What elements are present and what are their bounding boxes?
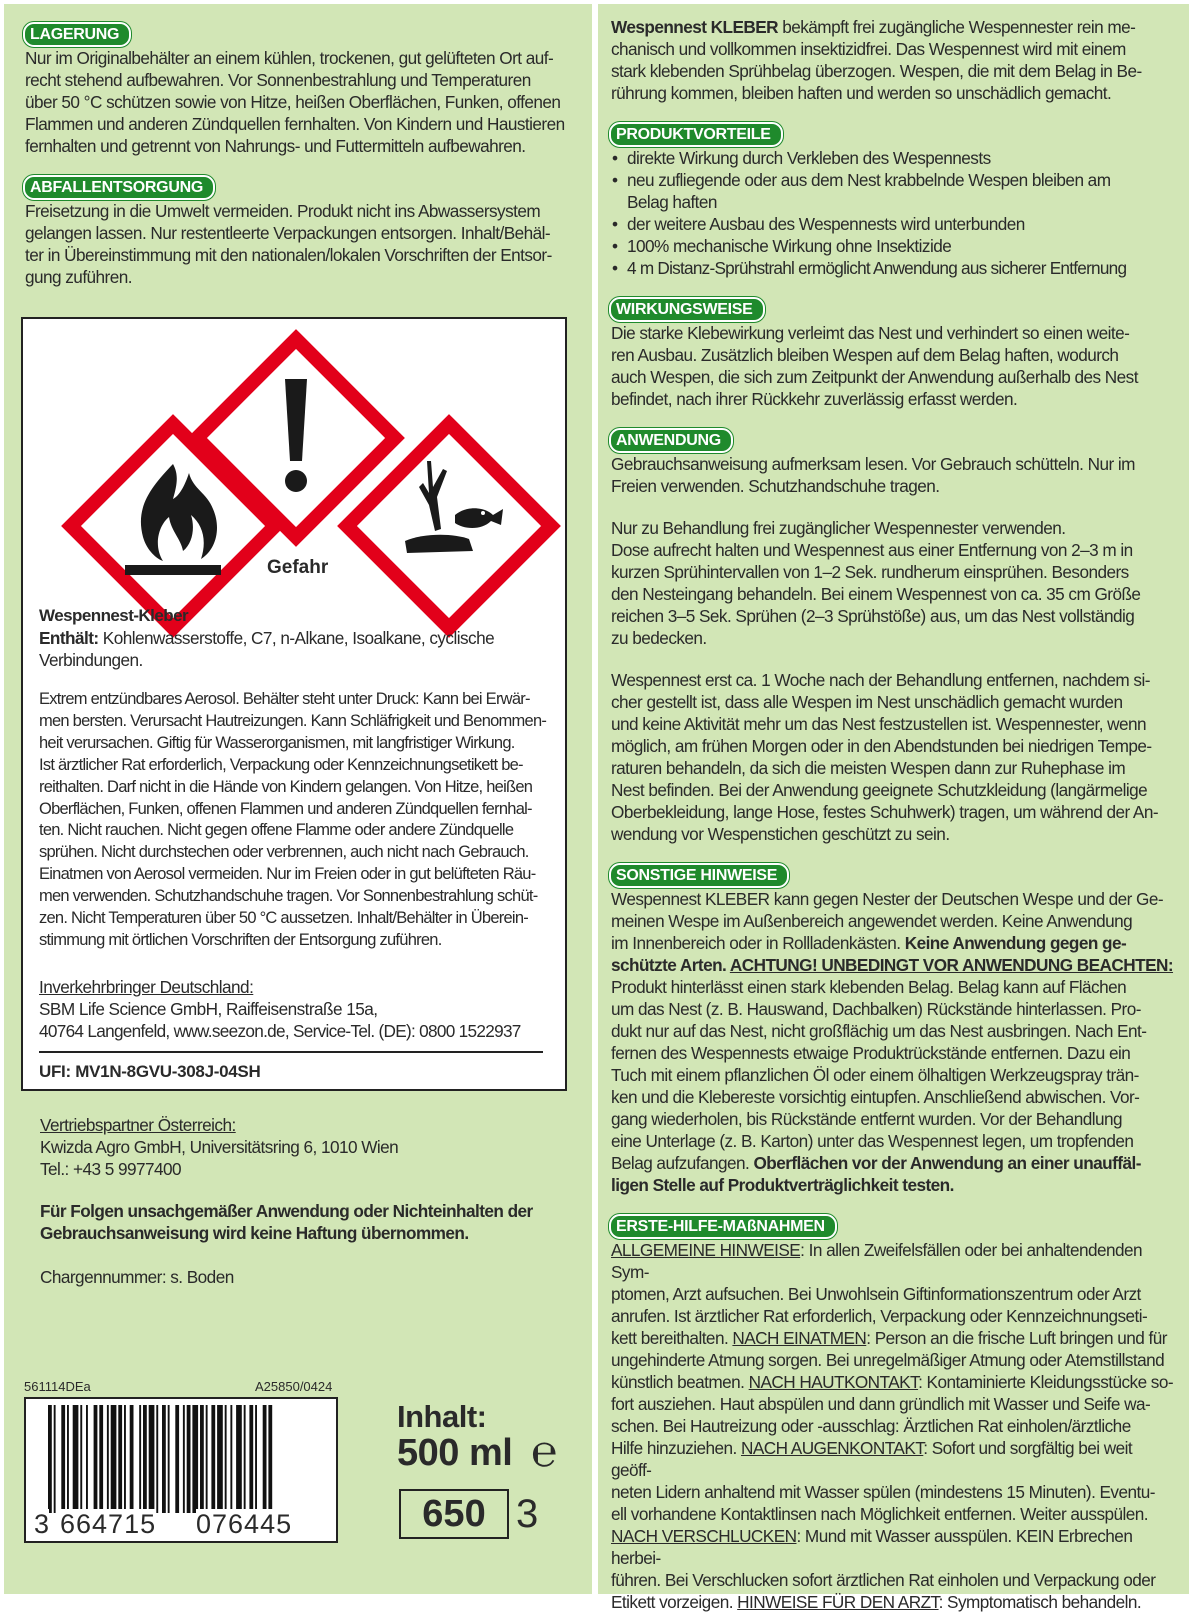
- liability-line: Gebrauchsanweisung wird keine Haftung übernommen.: [40, 1223, 469, 1243]
- intro-line: rührung kommen, bleiben haften und werden so unschädlich gemacht.: [611, 83, 1112, 103]
- text-line: recht stehend aufbewahren. Vor Sonnenbestrahlung und Temperaturen: [25, 70, 531, 90]
- text-line: reichen 3–5 Sek. Sprühen (2–3 Sprühstöße) aus, um das Nest vollständig: [611, 606, 1135, 626]
- first-aid-subheading: NACH EINATMEN: [732, 1328, 867, 1348]
- first-aid-subheading: NACH VERSCHLUCKEN: [611, 1526, 797, 1546]
- product-composition: [39, 605, 559, 671]
- advantage-item-cont: Belag haften: [627, 192, 717, 212]
- text-line: [611, 1239, 1175, 1283]
- text-line: fort ausziehen. Haut abspülen und dann gründlich mit Wasser und Seife wa-: [611, 1394, 1151, 1414]
- contains-label: Enthält:: [39, 628, 99, 648]
- statement-line: men verwenden. Schutzhandschuhe tragen. Vor Sonnenbestrahlung schüt-: [39, 887, 538, 906]
- text-line: neten Lidern anhaltend mit Wasser spülen (mindestens 15 Minuten). Eventu-: [611, 1482, 1155, 1502]
- text-span: Etikett vorzeigen.: [611, 1592, 738, 1612]
- statement-line: zen. Nicht Temperaturen über 50 °C aussetzen. Inhalt/Behälter in Überein-: [39, 909, 529, 928]
- text-line: Tuch mit einem pflanzlichen Öl oder einem ölhaltigen Werkzeugspray trän-: [611, 1065, 1139, 1085]
- liability-note: [40, 1200, 580, 1244]
- barcode-bar: [268, 1405, 272, 1513]
- text-line: schen. Bei Hautreizung oder -ausschlag: Ärztlichen Rat einholen/ärztliche: [611, 1416, 1131, 1436]
- brand-name: Wespennest KLEBER: [611, 17, 779, 37]
- content-value: 500 ml: [397, 1432, 513, 1474]
- advantage-item: • 100% mechanische Wirkung ohne Insektizide: [611, 235, 1175, 257]
- statement-line: reithalten. Darf nicht in die Hände von Kindern gelangen. Von Hitze, heißen: [39, 777, 533, 796]
- text-line: eine Unterlage (z. B. Karton) unter das Wespennest legen, um tropfenden: [611, 1131, 1134, 1151]
- text-line: und keine Aktivität mehr um das Nest festzustellen ist. Wespennester, wenn: [611, 714, 1147, 734]
- text-line: Freisetzung in die Umwelt vermeiden. Produkt nicht ins Abwassersystem: [25, 201, 541, 221]
- barcode-bar: [263, 1405, 267, 1513]
- text-span: kett bereithalten.: [611, 1328, 733, 1348]
- text-line: ungehinderte Atmung sorgen. Bei unregelmäßiger Atmung oder Atemstillstand: [611, 1350, 1165, 1370]
- text-line: Nur im Originalbehälter an einem kühlen, trockenen, gut gelüfteten Ort auf-: [25, 48, 554, 68]
- barcode-bar: [255, 1405, 257, 1513]
- statement-line: Oberflächen, Funken, offenen Flammen und anderen Zündquellen fernhal-: [39, 799, 532, 818]
- barcode-bar: [211, 1405, 215, 1513]
- text-line: dukt nur auf das Nest, nicht großflächig um das Nest ausbringen. Nach Ent-: [611, 1021, 1147, 1041]
- distributor-at-line: Tel.: +43 5 9977400: [40, 1159, 182, 1179]
- first-aid-subheading: NACH HAUTKONTAKT: [748, 1372, 919, 1392]
- statement-line: men bersten. Verursacht Hautreizungen. Kann Schläfrigkeit und Benommen-: [39, 711, 547, 730]
- ufi-divider: [39, 1051, 543, 1053]
- action-section: [611, 297, 1175, 410]
- text-line: befindet, nach ihrer Rückkehr zuverlässig erfasst werden.: [611, 389, 1018, 409]
- barcode-bar: [236, 1405, 242, 1513]
- text-line: ren Ausbau. Zusätzlich bleiben Wespen auf dem Belag haften, wodurch: [611, 345, 1119, 365]
- statement-line: Einatmen von Aerosol vermeiden. Nur im Freien oder in gut belüfteten Räu-: [39, 865, 536, 884]
- first-aid-subheading: NACH AUGENKONTAKT: [741, 1438, 924, 1458]
- text-span: Belag aufzufangen.: [611, 1153, 754, 1173]
- text-line: Nur zu Behandlung frei zugänglicher Wespennester verwenden.: [611, 518, 1066, 538]
- barcode-bar: [94, 1405, 98, 1513]
- barcode-bar: [130, 1405, 134, 1513]
- text-line: Wespennest erst ca. 1 Woche nach der Behandlung entfernen, nachdem si-: [611, 670, 1150, 690]
- text-line: ell vorhandene Kontaktlinsen nach Möglichkeit entfernen. Weiter ausspülen.: [611, 1504, 1149, 1524]
- signal-word: Gefahr: [267, 557, 329, 578]
- text-line: ter in Übereinstimmung mit den nationalen/lokalen Vorschriften der Entsor-: [25, 245, 552, 265]
- text-line: [611, 1371, 1175, 1393]
- text-line: um das Nest (z. B. Hauswand, Dachbalken) Rückstände hinterlassen. Pro-: [611, 999, 1141, 1019]
- code-box: 650: [399, 1489, 509, 1539]
- text-line: Wespennest KLEBER kann gegen Nester der Deutschen Wespe und der Ge-: [611, 889, 1164, 909]
- warning-text: schützte Arten.: [611, 955, 730, 975]
- barcode-bar: [244, 1405, 246, 1513]
- text-line: Freien verwenden. Schutzhandschuhe tragen.: [611, 476, 940, 496]
- advantages-section: [611, 122, 1175, 279]
- text-line: Produkt hinterlässt einen stark klebenden Belag. Belag kann auf Flächen: [611, 977, 1127, 997]
- hazard-label-box: [21, 317, 567, 1091]
- article-code: 561114DEa: [24, 1379, 91, 1394]
- statement-line: ten. Nicht rauchen. Nicht gegen offene Flamme oder andere Zündquelle: [39, 821, 514, 840]
- distributor-de-line: SBM Life Science GmbH, Raiffeisenstraße 15a,: [39, 999, 378, 1019]
- text-line: über 50 °C schützen sowie von Hitze, heißen Oberflächen, Funken, offenen: [25, 92, 561, 112]
- barcode-bar: [156, 1405, 158, 1513]
- statement-line: stimmung mit örtlichen Vorschriften der Entsorgung zuführen.: [39, 930, 442, 949]
- statement-line: sprühen. Nicht durchstechen oder verbrennen, auch nicht nach Gebrauch.: [39, 843, 529, 862]
- barcode-bar: [200, 1405, 204, 1513]
- right-panel: [598, 4, 1189, 1612]
- usage-heading: ANWENDUNG: [609, 428, 733, 453]
- estimated-sign-icon: ℮: [531, 1427, 558, 1476]
- barcode-digits-left: 664715: [60, 1509, 157, 1539]
- liability-line: Für Folgen unsachgemäßer Anwendung oder Nichteinhalten der: [40, 1201, 533, 1221]
- text-line: Nest befinden. Bei der Anwendung geeignete Schutzkleidung (langärmelige: [611, 780, 1148, 800]
- text-line: zu bedecken.: [611, 628, 707, 648]
- barcode-bar: [61, 1405, 65, 1513]
- text-line: kurzen Sprühintervallen von 1–2 Sek. rundherum einsprühen. Besonders: [611, 562, 1129, 582]
- statement-line: Ist ärztlicher Rat erforderlich, Verpackung oder Kennzeichnungsetikett be-: [39, 755, 523, 774]
- barcode-bar: [67, 1405, 69, 1513]
- text-span: : Kontaminierte Kleidungsstücke so-: [918, 1372, 1174, 1392]
- barcode-digit: 3: [34, 1509, 50, 1539]
- text-line: [611, 954, 1175, 976]
- barcode-bar: [111, 1405, 117, 1513]
- text-line: [611, 1437, 1175, 1481]
- text-line: [611, 1525, 1175, 1569]
- intro-line: [611, 16, 1175, 38]
- barcode-bar: [80, 1405, 82, 1513]
- distributor-at-label: Vertriebspartner Österreich:: [40, 1115, 236, 1135]
- text-line: auch Wespen, die sich zum Zeitpunkt der Anwendung außerhalb des Nest: [611, 367, 1138, 387]
- barcode-bar: [249, 1405, 253, 1513]
- other-notes-heading: SONSTIGE HINWEISE: [609, 863, 789, 888]
- text-line: Gebrauchsanweisung aufmerksam lesen. Vor Gebrauch schütteln. Nur im: [611, 454, 1135, 474]
- action-heading: WIRKUNGSWEISE: [609, 297, 765, 322]
- text-span: im Innenbereich oder in Rollladenkästen.: [611, 933, 905, 953]
- barcode-bar: [124, 1405, 126, 1513]
- barcode-bar: [149, 1405, 155, 1513]
- advantage-item: • der weitere Ausbau des Wespennests wird unterbunden: [611, 213, 1175, 235]
- ghs-pictograms: [23, 319, 569, 649]
- disposal-text: [25, 200, 572, 288]
- barcode: [24, 1397, 338, 1543]
- text-line: wendung vor Wespenstichen geschützt zu sein.: [611, 824, 950, 844]
- barcode-bar: [139, 1405, 141, 1513]
- statement-line: Extrem entzündbares Aerosol. Behälter steht unter Druck: Kann bei Erwär-: [39, 690, 530, 708]
- text-line: Oberbekleidung, lange Hose, festes Schuhwerk) tragen, um während der An-: [611, 802, 1159, 822]
- text-line: [611, 1327, 1175, 1349]
- text-span: Hilfe hinzuziehen.: [611, 1438, 741, 1458]
- text-line: den Nesteingang behandeln. Bei einem Wespennest von ca. 35 cm Größe: [611, 584, 1141, 604]
- text-line: raturen behandeln, da sich die meisten Wespen dann zur Ruhephase im: [611, 758, 1126, 778]
- text-span: : Sofort und sorgfältig bei weit geöff-: [611, 1438, 1133, 1480]
- warning-text: Keine Anwendung gegen ge-: [904, 933, 1127, 953]
- barcode-bar: [162, 1405, 166, 1513]
- text-line: ken und die Klebereste vorsichtig eintupfen. Anschließend abwischen. Vor-: [611, 1087, 1140, 1107]
- barcode-bar: [143, 1405, 147, 1513]
- code-digit: 3: [516, 1492, 539, 1536]
- barcode-bar: [54, 1405, 56, 1513]
- text-line: ligen Stelle auf Produktverträglichkeit testen.: [611, 1175, 954, 1195]
- usage-section: [611, 428, 1175, 845]
- text-line: fernhalten und getrennt von Nahrungs- und Futtermitteln aufbewahren.: [25, 136, 526, 156]
- disposal-section: [25, 175, 572, 288]
- disposal-heading: ABFALLENTSORGUNG: [23, 175, 215, 200]
- barcode-bar: [118, 1405, 122, 1513]
- distributor-de-line: 40764 Langenfeld, www.seezon.de, Service-Tel. (DE): 0800 1522937: [39, 1021, 521, 1041]
- text-line: cher gestellt ist, dass alle Wespen im Nest unschädlich gemacht wurden: [611, 692, 1123, 712]
- intro-line: chanisch und vollkommen insektizidfrei. Das Wespennest wird mit einem: [611, 39, 1126, 59]
- distributor-at-line: Kwizda Agro GmbH, Universitätsring 6, 1010 Wien: [40, 1137, 399, 1157]
- text-line: möglich, am frühen Morgen oder in den Abendstunden bei niedrigen Tempe-: [611, 736, 1152, 756]
- barcode-digits-right: 076445: [196, 1509, 293, 1539]
- text-line: ptomen, Arzt aufsuchen. Bei Unwohlsein Giftinformationszentrum oder Arzt: [611, 1284, 1141, 1304]
- text-line: meinen Wespe im Außenbereich angewendet werden. Keine Anwendung: [611, 911, 1133, 931]
- text-line: gelangen lassen. Nur restentleerte Verpackungen entsorgen. Inhalt/Behäl-: [25, 223, 551, 243]
- barcode-bar: [206, 1405, 208, 1513]
- text-line: Dose aufrecht halten und Wespennest aus einer Entfernung von 2–3 m in: [611, 540, 1133, 560]
- barcode-bar: [187, 1405, 191, 1513]
- text-line: gung zuführen.: [25, 267, 132, 287]
- barcode-bar: [175, 1405, 179, 1513]
- first-aid-section: [611, 1214, 1175, 1613]
- contains-line: [39, 627, 559, 649]
- text-span: : Symptomatisch behandeln.: [938, 1592, 1142, 1612]
- barcode-bar: [217, 1405, 223, 1513]
- text-span: : Person an die frische Luft bringen und für: [866, 1328, 1167, 1348]
- intro-section: [611, 16, 1175, 104]
- barcode-bar: [48, 1405, 52, 1513]
- barcode-bar: [86, 1405, 88, 1513]
- text-line: [611, 932, 1175, 954]
- text-line: führen. Bei Verschlucken sofort ärztlichen Rat einholen und Verpackung oder: [611, 1570, 1156, 1590]
- product-name: Wespennest-Kleber: [39, 606, 189, 625]
- content-label: Inhalt:: [397, 1399, 487, 1434]
- statement-line: heit verursachen. Giftig für Wasserorganismen, mit langfristiger Wirkung.: [39, 733, 515, 752]
- first-aid-heading: ERSTE-HILFE-MAßNAHMEN: [609, 1214, 837, 1239]
- text-line: gang wiederholen, bis Rückstände entfernt wurden. Vor der Behandlung: [611, 1109, 1123, 1129]
- distributor-austria: [40, 1114, 580, 1180]
- first-aid-subheading: ALLGEMEINE HINWEISE: [611, 1240, 801, 1260]
- text-span: künstlich beatmen.: [611, 1372, 749, 1392]
- advantage-item: • direkte Wirkung durch Verkleben des Wespennests: [611, 147, 1175, 169]
- attention-text: ACHTUNG! UNBEDINGT VOR ANWENDUNG BEACHTEN:: [729, 955, 1174, 975]
- barcode-bar: [168, 1405, 170, 1513]
- storage-text: [25, 47, 572, 157]
- advantage-item: • neu zufliegende oder aus dem Nest krabbelnde Wespen bleiben am: [611, 169, 1175, 191]
- intro-line: stark klebenden Sprühbelag überzogen. Wespen, die mit dem Belag in Be-: [611, 61, 1142, 81]
- ufi-code: UFI: MV1N-8GVU-308J-04SH: [39, 1062, 261, 1081]
- distributor-germany: [39, 976, 563, 1042]
- text-line: anrufen. Ist ärztlicher Rat erforderlich, Verpackung oder Kennzeichnungseti-: [611, 1306, 1148, 1326]
- text-line: [611, 1591, 1175, 1613]
- contains-text: Kohlenwasserstoffe, C7, n-Alkane, Isoalkane, cyclische: [98, 628, 495, 648]
- text-span: : In allen Zweifelsfällen oder bei anhaltendenden Sym-: [611, 1240, 1143, 1282]
- hazard-statements: [39, 689, 563, 952]
- print-code: A25850/0424: [255, 1379, 333, 1394]
- storage-section: [25, 22, 572, 157]
- barcode-bar: [183, 1405, 185, 1513]
- barcode-bar: [230, 1405, 232, 1513]
- first-aid-subheading: HINWEISE FÜR DEN ARZT: [737, 1592, 939, 1612]
- barcode-bar: [99, 1405, 103, 1513]
- text-line: [611, 1152, 1175, 1174]
- barcode-bar: [192, 1405, 198, 1513]
- barcode-bar: [73, 1405, 79, 1513]
- text-line: Flammen und anderen Zündquellen fernhalten. Von Kindern und Haustieren: [25, 114, 565, 134]
- batch-number: Chargennummer: s. Boden: [40, 1267, 234, 1287]
- text-span: : Mund mit Wasser ausspülen. KEIN Erbrechen herbei-: [611, 1526, 1133, 1568]
- contains-line-2: Verbindungen.: [39, 650, 143, 670]
- distributor-de-label: Inverkehrbringer Deutschland:: [39, 977, 254, 997]
- advantages-heading: PRODUKTVORTEILE: [609, 122, 783, 147]
- other-notes-section: [611, 863, 1175, 1196]
- text-line: fernen des Wespennests etwaige Produktrückstände entfernen. Dazu ein: [611, 1043, 1131, 1063]
- advantage-item: • 4 m Distanz-Sprühstrahl ermöglicht Anwendung aus sicherer Entfernung: [611, 257, 1175, 279]
- intro-text: bekämpft frei zugängliche Wespennester rein me-: [778, 17, 1136, 37]
- text-line: Die starke Klebewirkung verleimt das Nest und verhindert so einen weite-: [611, 323, 1130, 343]
- barcode-bar: [107, 1405, 109, 1513]
- storage-heading: LAGERUNG: [23, 22, 131, 47]
- warning-text: Oberflächen vor der Anwendung an einer unauffäl-: [753, 1153, 1141, 1173]
- barcode-bar: [225, 1405, 227, 1513]
